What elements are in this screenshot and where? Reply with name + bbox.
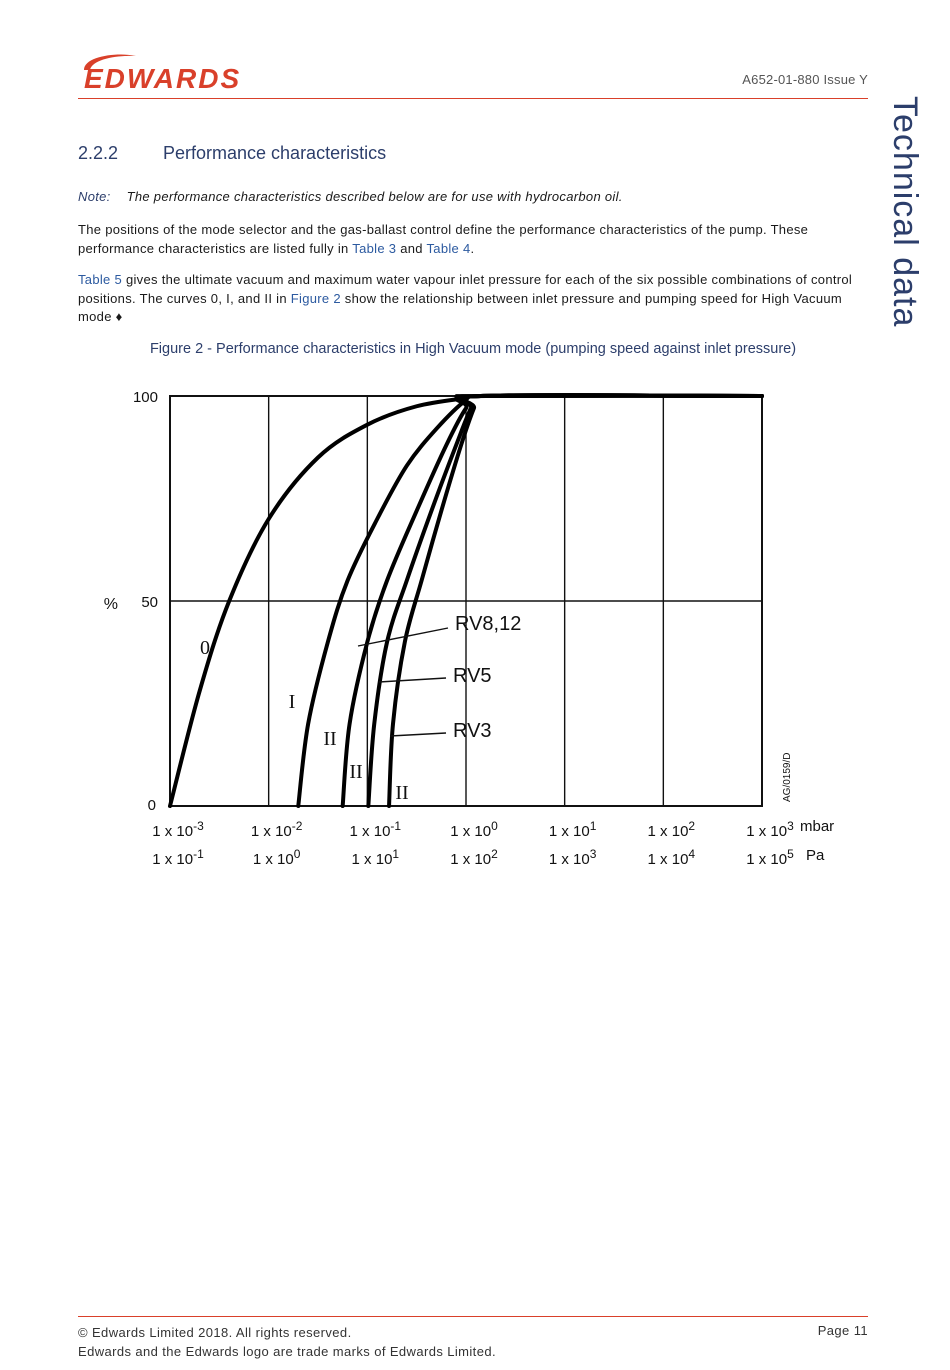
note-label: Note: — [78, 189, 111, 204]
series-line — [170, 396, 762, 806]
y-tick-label: 100 — [132, 389, 158, 406]
footer-copyright: © Edwards Limited 2018. All rights reserved. — [78, 1325, 352, 1340]
x-tick-label-pa: 1 x $10^0$ — [252, 847, 301, 868]
footer-left — [78, 1323, 496, 1361]
link-table-4[interactable]: Table 4 — [426, 240, 471, 256]
page-number: Page 11 — [817, 1323, 868, 1338]
side-section-title: Technical data — [886, 96, 924, 328]
curve-label: II — [395, 782, 409, 804]
paragraph-2 — [78, 271, 868, 327]
x-tick-label-mbar: 1 x $10^{-1}$ — [349, 819, 402, 840]
x-tick-label-pa: 1 x $10^{-1}$ — [152, 847, 204, 868]
x-axis-unit-pa: Pa — [806, 847, 825, 864]
section-title: Performance characteristics — [163, 143, 387, 163]
para2-text-b: show the relationship between inlet pressure and pumping speed for High Vacuum mode — [78, 290, 843, 324]
x-tick-label-mbar: 1 x $10^0$ — [450, 819, 498, 840]
y-tick-label: 50 — [141, 594, 158, 611]
curve-label: 0 — [200, 637, 210, 659]
x-tick-label-pa: 1 x $10^4$ — [647, 847, 696, 868]
edwards-logo — [78, 50, 300, 92]
y-tick-label: 0 — [147, 797, 156, 814]
x-tick-label-mbar: 1 x $10^{-2}$ — [250, 819, 303, 840]
para1-text-b: and — [396, 240, 427, 256]
figure-id: AG/0159/D — [782, 752, 793, 802]
para1-text-c: . — [470, 240, 475, 256]
plot-frame — [170, 396, 762, 806]
high-vacuum-symbol-icon: ♦ — [115, 309, 123, 324]
curve-label: I — [288, 691, 296, 713]
x-tick-label-pa: 1 x $10^5$ — [746, 847, 794, 868]
series-line — [368, 395, 762, 806]
footer-trademark: Edwards and the Edwards logo are trade marks of Edwards Limited. — [78, 1344, 496, 1359]
section-number: 2.2.2 — [78, 143, 119, 163]
annotation-leader — [390, 733, 446, 736]
x-tick-label-pa: 1 x $10^2$ — [450, 847, 498, 868]
x-tick-label-mbar: 1 x $10^1$ — [548, 819, 597, 840]
x-tick-label-mbar: 1 x $10^{-3}$ — [152, 819, 204, 840]
footer-rule — [78, 1316, 868, 1317]
link-figure-2[interactable]: Figure 2 — [290, 290, 341, 306]
svg-text:EDWARDS: EDWARDS — [84, 63, 242, 92]
link-table-3[interactable]: Table 3 — [352, 240, 397, 256]
annotation-label: RV3 — [453, 720, 492, 742]
document-reference: A652-01-880 Issue Y — [742, 72, 868, 87]
para1-text-a: The positions of the mode selector and the gas-ballast control define the performance characteristics of the pump. These performance characteristics are listed fully in — [78, 222, 809, 256]
link-table-5[interactable]: Table 5 — [78, 272, 123, 287]
annotation-label: RV8,12 — [455, 613, 522, 635]
x-tick-label-pa: 1 x $10^3$ — [548, 847, 597, 868]
note — [78, 189, 623, 204]
header-rule — [78, 98, 868, 99]
y-axis-label: % — [103, 596, 118, 613]
x-axis-unit-mbar: mbar — [800, 818, 835, 835]
curve-label: II — [323, 728, 337, 750]
note-text: The performance characteristics described below are for use with hydrocarbon oil. — [126, 189, 623, 204]
curve-label: II — [349, 761, 363, 783]
annotation-leader — [358, 628, 448, 646]
figure-caption: Figure 2 - Performance characteristics in High Vacuum mode (pumping speed against inlet pressure) — [149, 341, 797, 357]
series-line — [389, 395, 762, 806]
annotation-label: RV5 — [453, 665, 492, 687]
x-tick-label-pa: 1 x $10^1$ — [351, 847, 400, 868]
paragraph-1 — [78, 221, 868, 258]
series-line — [343, 395, 762, 806]
series-line — [298, 396, 762, 806]
para2-text-a: gives the ultimate vacuum and maximum water vapour inlet pressure for each of the six possible combinations of control positions. The curves 0, I, and II in — [78, 272, 853, 306]
x-tick-label-mbar: 1 x $10^2$ — [647, 819, 696, 840]
annotation-leader — [379, 678, 446, 682]
x-tick-label-mbar: 1 x $10^3$ — [746, 819, 794, 840]
